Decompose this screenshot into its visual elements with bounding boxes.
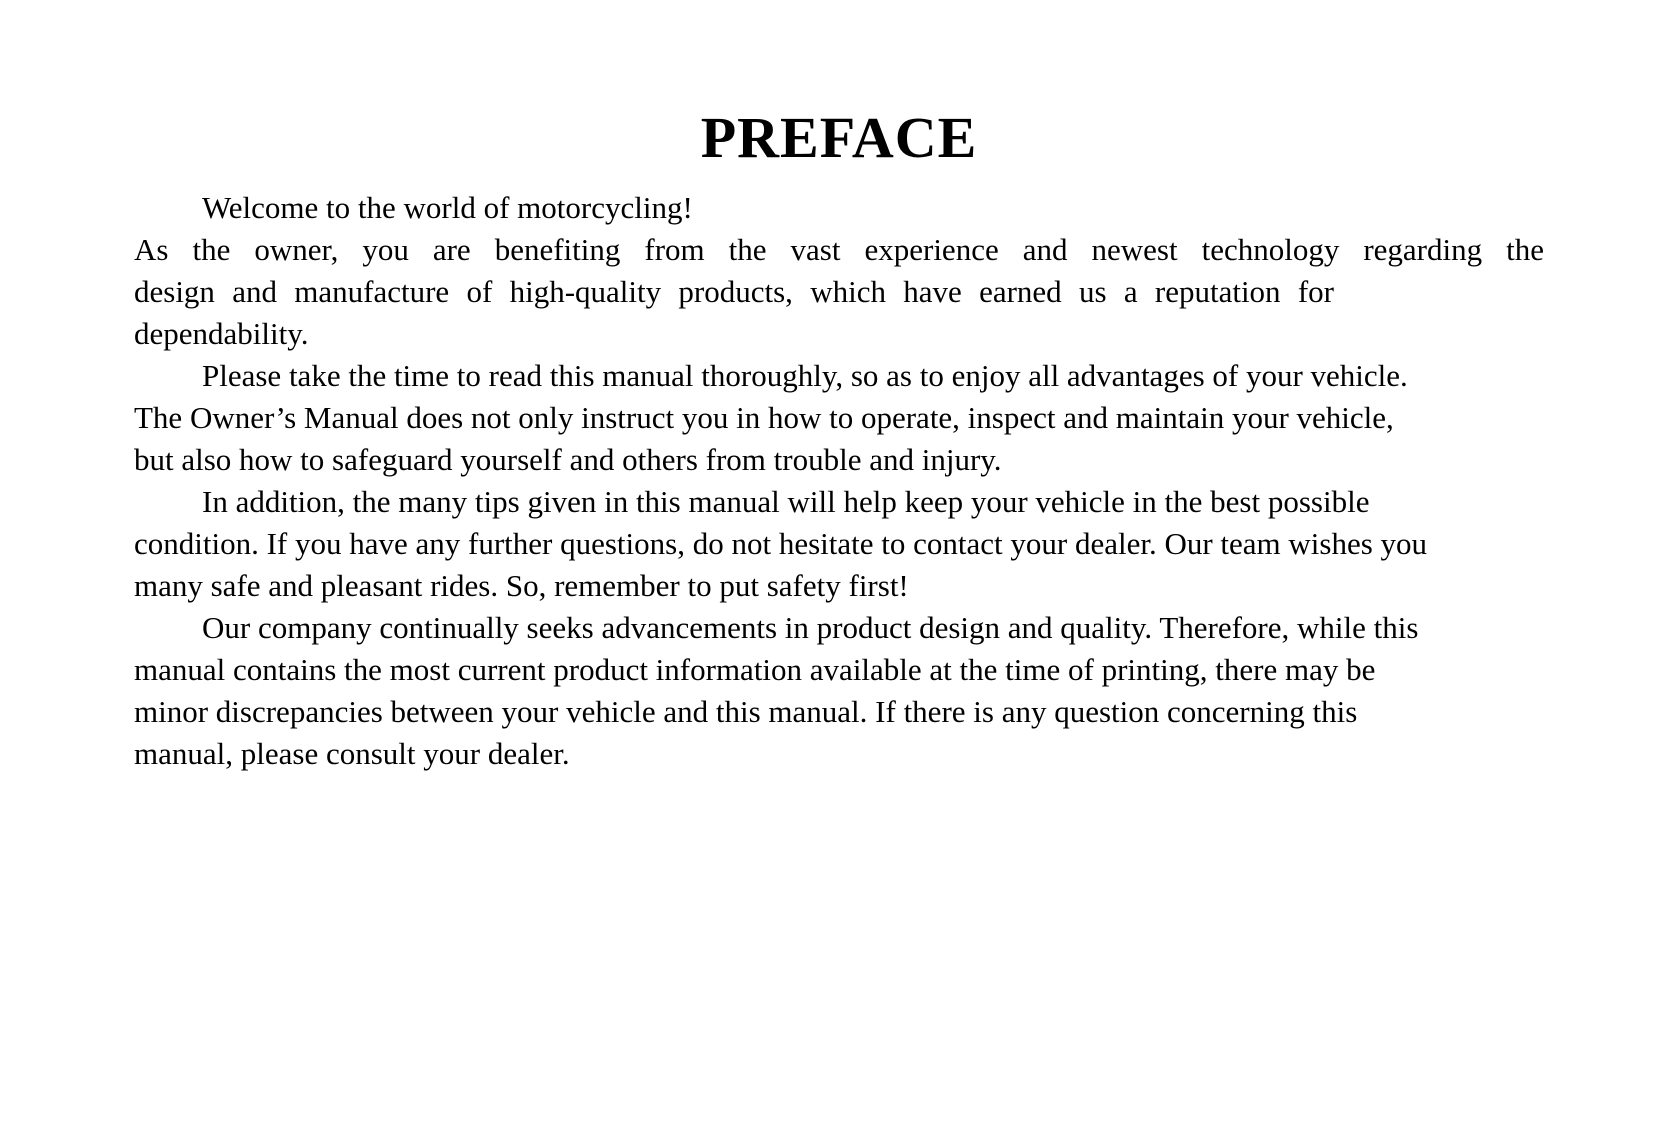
page-title: PREFACE (700, 105, 978, 170)
body-line-8: In addition, the many tips given in this manual will help keep your vehicle in the best possible (202, 484, 1370, 519)
body-line-10: many safe and pleasant rides. So, remember to put safety first! (134, 568, 909, 603)
body-line-4: dependability. (134, 316, 309, 351)
body-line-12: manual contains the most current product information available at the time of printing, there may be (134, 652, 1376, 687)
body-line-5: Please take the time to read this manual thoroughly, so as to enjoy all advantages of your vehicle. (202, 358, 1408, 393)
body-line-11: Our company continually seeks advancements in product design and quality. Therefore, while this (202, 610, 1419, 645)
document-page (134, 0, 1544, 1122)
body-line-13: minor discrepancies between your vehicle and this manual. If there is any question concerning this (134, 694, 1358, 729)
body-line-3: design and manufacture of high-quality products, which have earned us a reputation for (134, 274, 1334, 309)
body-line-1: Welcome to the world of motorcycling! (202, 190, 693, 225)
body-line-9: condition. If you have any further questions, do not hesitate to contact your dealer. Our team wishes you (134, 526, 1428, 561)
body-line-14: manual, please consult your dealer. (134, 736, 570, 771)
body-line-7: but also how to safeguard yourself and others from trouble and injury. (134, 442, 1002, 477)
body-line-2: As the owner, you are benefiting from the vast experience and newest technology regarding the (134, 232, 1544, 267)
body-line-6: The Owner’s Manual does not only instruct you in how to operate, inspect and maintain your vehicle, (134, 400, 1394, 435)
